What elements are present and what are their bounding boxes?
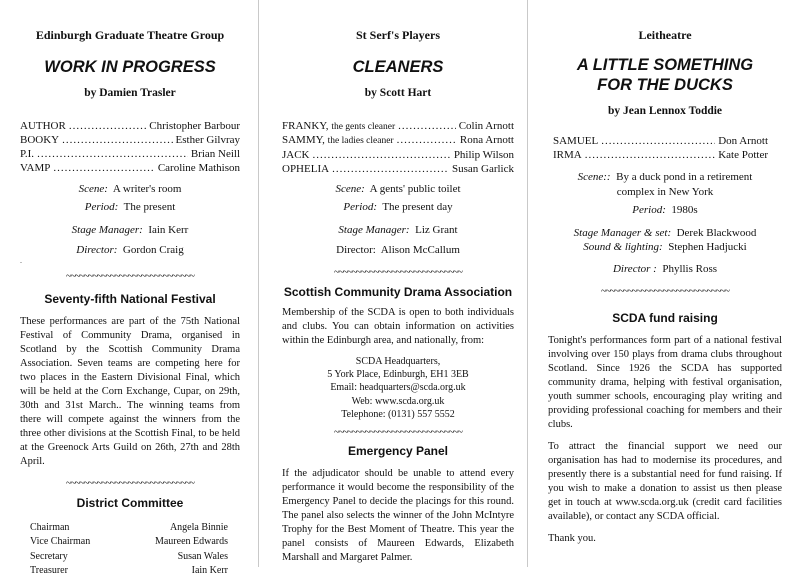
director-line — [282, 243, 514, 257]
playwright-byline: by Damien Trasler — [84, 87, 176, 100]
leader-dots — [332, 162, 449, 176]
director-label: Director: — [76, 243, 118, 256]
playwright-byline: by Scott Hart — [364, 87, 432, 100]
stage-manager-line — [282, 223, 514, 237]
panel-st-serfs — [262, 0, 524, 567]
leader-dots — [62, 133, 172, 147]
committee-role: Treasurer — [30, 565, 68, 577]
committee-heading: District Committee — [76, 496, 184, 511]
cast-role-note: the gents cleaner — [331, 122, 396, 133]
play-title — [548, 55, 782, 95]
cast-role: SAMUEL — [553, 135, 599, 148]
cast-row — [282, 133, 514, 147]
divider: ~~~~~~~~~~~~~~~~~~~~~~~~~~~~~ — [601, 285, 729, 297]
director-value: Phyllis Ross — [662, 262, 718, 275]
fund-raising-text: Tonight's performances form part of a national festival involving over 150 plays from drama clubs throughout Scotland. Since 1926 the SCDA has supported community drama, helping with festival organisation, youth summer schools, encouraging play writing and providing professional coaching for members and their clubs. — [548, 335, 782, 430]
company-name: Leitheatre — [638, 28, 692, 42]
cast-role — [282, 133, 394, 147]
period-label: Period: — [343, 200, 378, 213]
cast-actor: Caroline Mathison — [157, 162, 240, 175]
period-value: The present day — [382, 200, 453, 213]
scene-value: A gents' public toilet — [369, 182, 461, 195]
leader-dots — [313, 148, 451, 162]
play-title: WORK IN PROGRESS — [44, 58, 216, 77]
committee-name: Susan Wales — [177, 550, 228, 562]
cast-row — [282, 119, 514, 133]
scene-line — [282, 182, 514, 196]
play-title-line: A LITTLE SOMETHING — [576, 56, 754, 75]
cast-role: P.I. — [20, 148, 35, 161]
director-value: Gordon Craig — [122, 243, 184, 256]
leader-dots — [397, 133, 457, 147]
period-value: 1980s — [671, 203, 698, 216]
scda-heading: Scottish Community Drama Association — [283, 284, 513, 299]
stage-manager-line — [548, 226, 782, 240]
divider: ~~~~~~~~~~~~~~~~~~~~~~~~~~~~~ — [66, 270, 194, 282]
sound-lighting-label: Sound & lighting: — [583, 240, 663, 253]
stage-manager-label: Stage Manager: — [338, 223, 410, 236]
cast-role: BOOKY — [20, 134, 60, 147]
period-line — [20, 200, 240, 214]
cast-role: IRMA — [553, 149, 582, 162]
cast-role: VAMP — [20, 162, 51, 175]
committee-name: Maureen Edwards — [154, 536, 228, 548]
director-value: Alison McCallum — [380, 243, 460, 256]
fold-line — [527, 0, 528, 567]
sound-lighting-value: Stephen Hadjucki — [668, 240, 747, 253]
cast-actor: Rona Arnott — [459, 134, 514, 147]
cast-actor: Colin Arnott — [458, 120, 514, 133]
cast-role — [282, 119, 395, 133]
playwright-byline: by Jean Lennox Toddie — [607, 104, 723, 117]
fold-line — [258, 0, 259, 567]
thank-you: Thank you. — [548, 532, 596, 544]
sound-lighting-line — [548, 240, 782, 254]
committee-role: Secretary — [30, 550, 68, 562]
cast-row — [553, 134, 768, 148]
cast-actor: Don Arnott — [718, 135, 768, 148]
company-name: Edinburgh Graduate Theatre Group — [35, 28, 225, 42]
cast-role: JACK — [282, 148, 310, 161]
scene-value: By a duck pond in a retirement complex in New York — [616, 171, 753, 198]
scene-value: A writer's room — [112, 182, 182, 195]
leader-dots — [398, 119, 456, 133]
stray-mark: . — [20, 256, 22, 265]
period-value: The present — [123, 200, 176, 213]
email-line: Email: headquarters@scda.org.uk — [330, 382, 466, 394]
divider: ~~~~~~~~~~~~~~~~~~~~~~~~~~~~~ — [66, 478, 194, 490]
festival-text: These performances are part of the 75th National Festival of Community Drama, organised in Scotland by the Scottish Community Drama Association. Seven teams are competing here for two places in the Eastern Divisional Final, which will be held at the Corn Exchange, Cupar, on 29th, 30th and 31st March.. The winning teams from there will compete against the winners from the three other divisions at the Scottish Final, to be held at the Greenock Arts Guild on 26th, 27th and 28th April. — [20, 315, 240, 467]
director-line — [20, 243, 240, 257]
fund-raising-heading: SCDA fund raising — [612, 310, 718, 325]
scene-label: Scene: — [78, 182, 108, 195]
scene-line — [548, 170, 782, 198]
scene-line — [20, 182, 240, 196]
cast-row — [282, 162, 514, 176]
stage-manager-label: Stage Manager: — [71, 223, 143, 236]
leader-dots — [53, 161, 154, 175]
leader-dots — [585, 148, 715, 162]
cast-list — [20, 119, 240, 175]
stage-manager-line — [20, 223, 240, 237]
cast-role-name: SAMMY, — [282, 134, 325, 147]
period-label: Period: — [84, 200, 119, 213]
cast-list — [548, 134, 782, 162]
scda-address — [282, 355, 514, 421]
stage-manager-label: Stage Manager & set: — [573, 226, 672, 239]
committee-list — [20, 521, 240, 579]
committee-role: Vice Chairman — [30, 536, 91, 548]
cast-actor: Susan Garlick — [451, 162, 514, 175]
cast-role: AUTHOR — [20, 120, 66, 133]
committee-name: Angela Binnie — [169, 521, 228, 533]
cast-actor: Philip Wilson — [453, 148, 514, 161]
cast-actor: Christopher Barbour — [149, 120, 240, 133]
cast-row — [553, 148, 768, 162]
telephone-line: Telephone: (0131) 557 5552 — [341, 408, 455, 420]
emergency-panel-heading: Emergency Panel — [347, 443, 449, 458]
leader-dots — [69, 119, 146, 133]
cast-list — [282, 119, 514, 175]
cast-role-note: the ladies cleaner — [327, 136, 394, 147]
leader-dots — [601, 134, 715, 148]
cast-actor: Kate Potter — [718, 149, 768, 162]
festival-heading: Seventy-fifth National Festival — [44, 291, 216, 306]
scene-label: Scene:: — [577, 171, 611, 184]
period-line — [548, 203, 782, 217]
director-line — [548, 262, 782, 276]
web-line: Web: www.scda.org.uk — [351, 395, 445, 407]
fund-raising-appeal: To attract the financial support we need our organisation has had to modernise its procedures, and presently there is a substantial need for fund raising. If you wish to make a donation to assist us then please get in touch at www.scda.org.uk (credit card facilities available), or contact any SCDA official. — [548, 440, 782, 522]
leader-dots — [37, 147, 188, 161]
play-title: CLEANERS — [352, 58, 444, 77]
period-line — [282, 200, 514, 214]
stage-manager-value: Liz Grant — [415, 223, 458, 236]
committee-name: Iain Kerr — [191, 565, 228, 577]
director-label: Director: — [336, 243, 376, 256]
director-label: Director : — [612, 262, 657, 275]
cast-row — [20, 119, 240, 133]
cast-actor: Brian Neill — [190, 148, 240, 161]
cast-row — [20, 161, 240, 175]
cast-row — [20, 133, 240, 147]
cast-role: OPHELIA — [282, 162, 330, 175]
panel-leitheatre — [530, 0, 800, 567]
cast-row — [20, 147, 240, 161]
cast-row — [282, 148, 514, 162]
stage-manager-value: Iain Kerr — [148, 223, 189, 236]
divider: ~~~~~~~~~~~~~~~~~~~~~~~~~~~~~ — [334, 426, 462, 438]
panel-edinburgh-graduate — [0, 0, 255, 577]
committee-role: Chairman — [30, 521, 70, 533]
scene-label: Scene: — [335, 182, 365, 195]
emergency-panel-text: If the adjudicator should be unable to attend every performance it would become the responsibility of the Emergency Panel to decide the placings for this round. The panel also selects the winner of the John McIntyre Trophy for the Best Moment of Theatre. This year the panel consists of Maureen Edwards, Elizabeth Marshall and Margaret Palmer. — [282, 468, 514, 563]
address-line: 5 York Place, Edinburgh, EH1 3EB — [327, 369, 469, 381]
stage-manager-value: Derek Blackwood — [676, 226, 757, 239]
period-label: Period: — [632, 203, 666, 216]
play-title-line: FOR THE DUCKS — [597, 76, 733, 95]
cast-actor: Esther Gilvray — [175, 134, 240, 147]
cast-role-name: FRANKY, — [282, 120, 329, 133]
company-name: St Serf's Players — [356, 28, 440, 42]
divider: ~~~~~~~~~~~~~~~~~~~~~~~~~~~~~ — [334, 266, 462, 278]
scda-text: Membership of the SCDA is open to both individuals and clubs. You can obtain information on activities within the Edinburgh area, and nationally, from: — [282, 307, 514, 347]
address-line: SCDA Headquarters, — [355, 356, 441, 367]
